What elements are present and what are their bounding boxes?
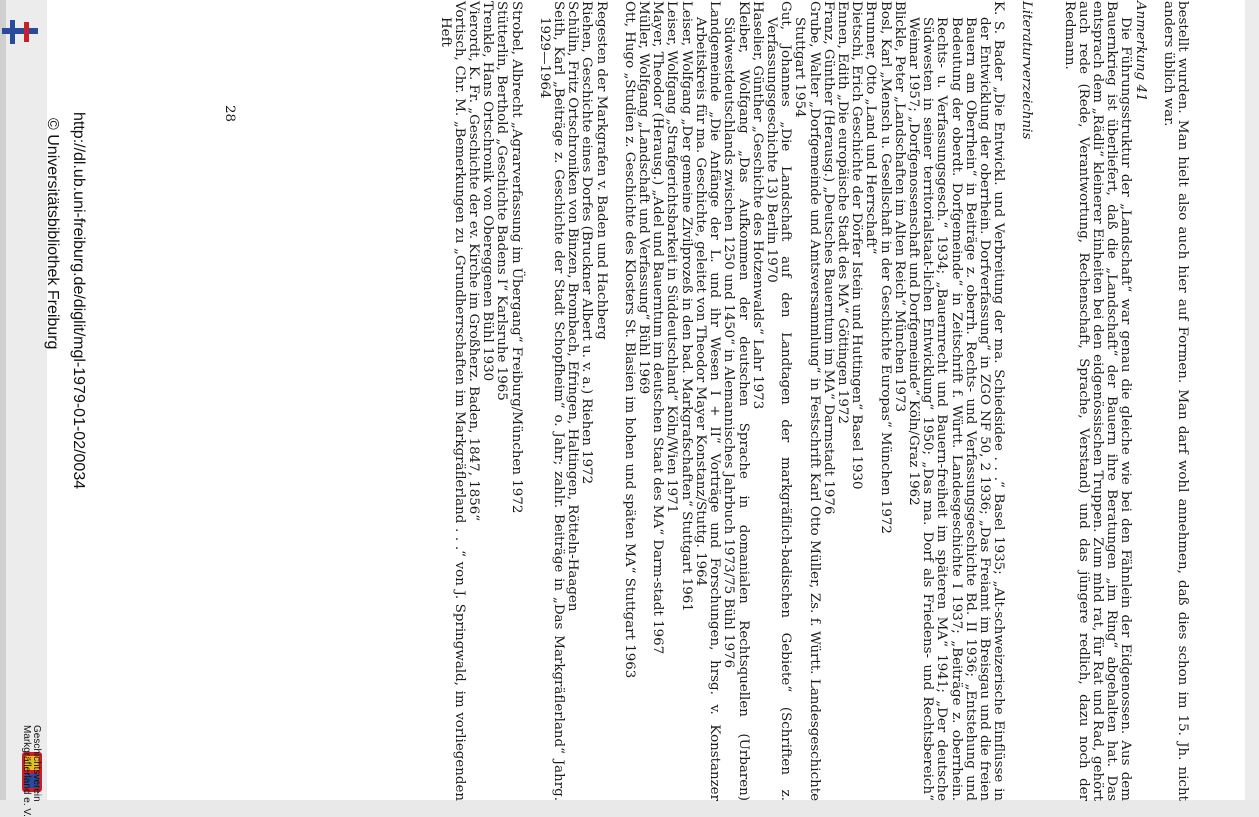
- lit-entry: Ott, Hugo „Studien z. Geschichte des Klosters St. Blasien im hohen und späten MA“ Stuttgart 1963: [621, 1, 637, 679]
- lit-entry: Franz, Günther (Herausg.) „Deutsches Bauerntum im MA“ Darmstadt 1976: [820, 1, 836, 515]
- lit-entry: Ennen, Edith „Die europäische Stadt des MA“ Göttingen 1972: [834, 1, 850, 424]
- literature-title: Literaturverzeichnis: [1019, 1, 1035, 140]
- lit-entry: Kleiber, Wolfgang „Das Aufkommen der deutschen Sprache in domanialen Rechtsquellen (Urbaren) Südwestdeutschlands zwischen 1250 und 1450“ in Alemannisches Jahrbuch 1973/75 Bühl 1976: [721, 1, 751, 801]
- left-sidebar: [0, 0, 46, 817]
- page-text: [189, 1, 1189, 801]
- lit-entry: Vortisch, Chr. M. „Bemerkungen zu „Grundherrschaften im Markgräflerland . . .“ von J. Springwald, im vorliegenden Heft: [437, 1, 467, 801]
- lit-entry: Stütterlin, Berthold „Geschichte Badens I“ Karlsruhe 1965: [494, 1, 510, 401]
- society-name-line2: Markgräflerland e. V.: [21, 725, 32, 817]
- document-page: [44, 0, 1245, 801]
- page-number: 28: [222, 105, 237, 123]
- lit-entry: Grube, Walter „Dorfgemeinde und Amtsversammlung“ in Festschrift Karl Otto Müller, Zs. f. Württ. Landesgeschichte Stuttgart 1954: [792, 1, 822, 801]
- ub-logo-icon: [2, 18, 38, 46]
- anmerkung-body: Die Führungsstruktur der „Landschaft“ war genau die gleiche wie bei den Fähnlein der Eidgenossen. Aus dem Bauernkrieg ist überliefert, daß die „Landschaft“ der Bauern ihre Beratungen „im Ring“ abgehalten hat. Das entsprach dem „Rädli“ kleinerer Einheiten bei den eidgenössischen Truppen. Zum mhd rat, für Rat und Rad, gehört auch rede (Rede, Verantwortung, Rechenschaft, Sprache, Verstand) und das jüngere redlich, dazu noch der Redmann.: [1061, 1, 1134, 801]
- lit-entry: Regesten der Markgrafen v. Baden und Hachberg: [593, 1, 609, 340]
- lit-entry: Gut, Johannes „Die Landschaft auf den Landtagen der markgräflich-badischen Gebiete“ (Schriften z. Verfassungsgeschichte 13) Berlin 1970: [763, 1, 794, 801]
- lit-entry: Leiser, Wolfgang „Strafgerichtsbarkeit in Süddeutschland“ Köln/Wien 1971: [664, 1, 680, 514]
- lit-entry: Riehen, Geschichte eines Dorfes (Bruckner Albert u. v. a.) Riehen 1972: [579, 1, 595, 485]
- lit-entry: Vierordt, K. Fr. „Geschichte der ev. Kirche im Großherz. Baden, 1847, 1856“: [466, 1, 482, 522]
- lit-entry: Seith, Karl „Beiträge z. Geschichte der Stadt Schopfheim“ o. Jahr; zahlr. Beiträge in „Das Markgräflerland“ Jahrg. 1929—1964: [536, 1, 567, 801]
- lit-entry: K. S. Bader „Die Entwickl. und Verbreitung der ma. Schiedsidee . . .“ Basel 1935; „Alt-schweizerische Einflüsse in der Entwicklung der oberrhein. Dorfverfassung“ in ZGO NF 50, 2 1936; „Das Freiamt im Breisgau und die freien Bauern am Oberrhein“ in Beiträge z. oberrh. Rechts- und Verfassungsgeschichte Bd. II 1936; „Entstehung und Bedeutung der oberdt. Dorfgemeinde“ in Zeitschrift f. Württ. Landesgeschichte I 1937; „Beiträge z. oberrhein. Rechts- u. Verfassungsgesch.“ 1934; „Bauernrecht und Bauern-freiheit im späteren MA“ 1941; „Der deutsche Südwesten in seiner territorialstaat-lichen Entwicklung“ 1950; „Das ma. Dorf als Friedens- und Rechtsbereich“ Weimar 1957; „Dorfgenossenschaft und Dorfgemeinde“ Köln/Graz 1962: [905, 1, 1007, 801]
- library-footer: © Universitätsbibliothek Freiburg: [44, 118, 61, 350]
- lit-entry: Brunner, Otto „Land und Herrschaft“: [863, 1, 879, 255]
- intro-paragraph: bestellt wurden. Man hielt also auch hier auf Formen. Man darf wohl annehmen, daß dies schon im 15. Jh. nicht anders üblich war.: [1160, 1, 1190, 801]
- lit-entry: Müller, Wolfgang „Landschaft und Verfassung“ Bühl 1969: [636, 1, 652, 395]
- lit-entry: Haselier, Günther „Geschichte des Hotzenwalds“ Lahr 1973: [749, 1, 765, 410]
- right-scroll-strip[interactable]: [1245, 0, 1259, 800]
- lit-entry: Blickle, Peter „Landschaften im Alten Reich“ München 1973: [891, 1, 907, 413]
- lit-entry: Mayer, Theodor (Herausg.) „Adel und Bauerntum im deutschen Staat des MA“ Darm-stadt 1967: [650, 1, 666, 655]
- lit-entry: Landgemeinde „Die Anfänge der L. und ihr Wesen I + II“ Vorträge und Forschungen, hrsg. v. Konstanzer Arbeitskreis für ma. Geschichte, geleitet von Theodor Mayer Konstanz/Stuttg. 1964: [692, 1, 723, 801]
- url-footer[interactable]: http://dl.ub.uni-freiburg.de/diglit/mgl-1979-01-02/0034: [70, 112, 87, 490]
- lit-entry: Bosl, Karl „Mensch u. Gesellschaft in der Geschichte Europas“ München 1972: [877, 1, 893, 534]
- lit-entry: Schülin, Fritz Ortschroniken von Binzen, Brombach, Efringen, Haltingen, Rötteln-Haagen: [565, 1, 581, 612]
- lit-entry: Strobel, Albrecht „Agrarverfassung im Übergang“ Freiburg/München 1972: [508, 1, 524, 514]
- society-name-line1: Geschichtsverein: [31, 725, 42, 802]
- lit-entry: Trenkle, Hans Ortschronik von Obereggenen Bühl 1930: [480, 1, 496, 382]
- sidebar-edge: [0, 0, 6, 800]
- lit-entry: Leiser, Wolfgang „Der gemeine Zivilprozeß in den bad. Markgrafschaften“ Stuttgart 1961: [678, 1, 694, 612]
- lit-entry: Dietschi, Erich Geschichte der Dörfer Istein und Huttingen“ Basel 1930: [849, 1, 865, 490]
- anmerkung-title: Anmerkung 41: [1132, 1, 1148, 102]
